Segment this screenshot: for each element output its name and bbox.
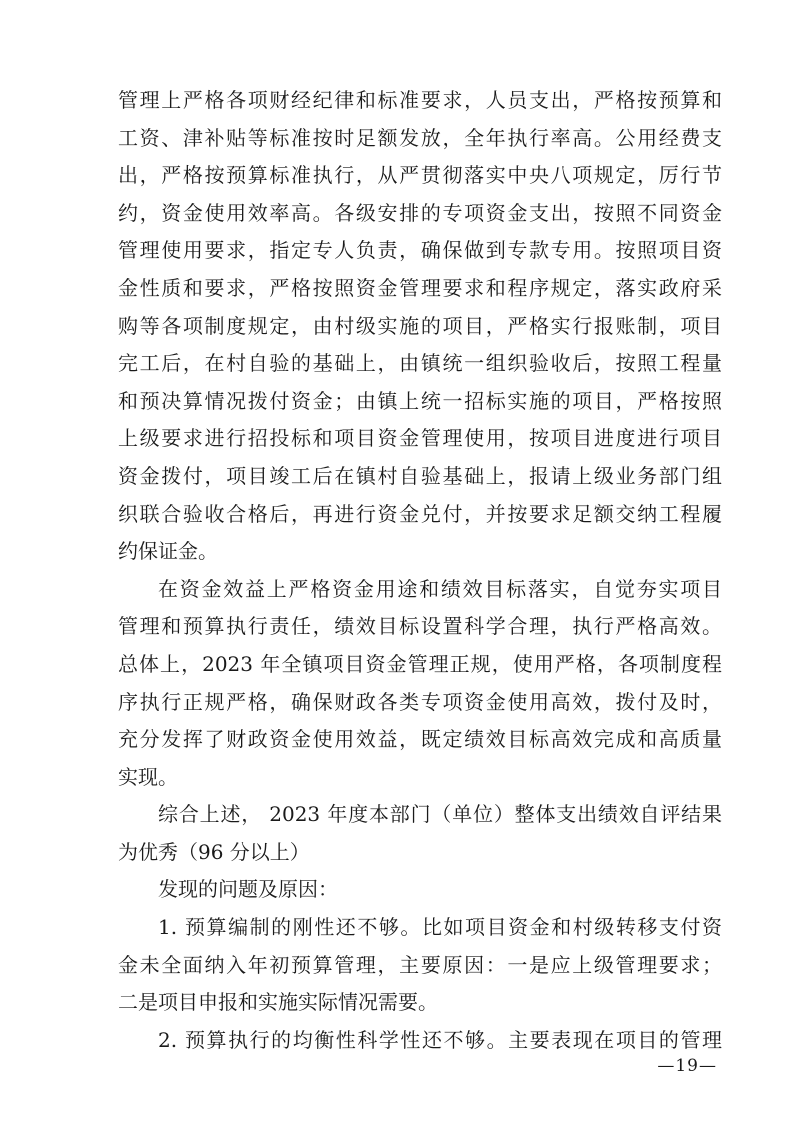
text-line: 二是项目申报和实施实际情况需要。 [118,990,438,1015]
text-line: 管理使用要求，指定专人负责，确保做到专款专用。按照项目资 [118,238,722,263]
text-line: 完工后，在村自验的基础上，由镇统一组织验收后，按照工程量 [118,351,722,376]
text-line: 约保证金。 [118,539,218,564]
text-line: 上级要求进行招投标和项目资金管理使用，按项目进度进行项目 [118,426,722,451]
paragraph-first-line: 综合上述， 2023 年度本部门（单位）整体支出绩效自评结果 [158,802,722,827]
text-line: 序执行正规严格，确保财政各类专项资金使用高效，拨付及时， [118,689,722,714]
text-line: 金未全面纳入年初预算管理，主要原因：一是应上级管理要求； [118,952,722,977]
list-item-first-line: 2. 预算执行的均衡性科学性还不够。主要表现在项目的管理 [158,1027,722,1052]
text-line: 资金拨付，项目竣工后在镇村自验基础上，报请上级业务部门组 [118,463,722,488]
text-line: 出，严格按预算标准执行，从严贯彻落实中央八项规定，厉行节 [118,163,722,188]
text-line: 约，资金使用效率高。各级安排的专项资金支出，按照不同资金 [118,200,722,225]
text-line: 充分发挥了财政资金使用效益，既定绩效目标高效完成和高质量 [118,727,722,752]
text-line: 工资、津补贴等标准按时足额发放，全年执行率高。公用经费支 [118,125,722,150]
text-line: 为优秀（96 分以上） [118,839,310,864]
list-item-first-line: 1. 预算编制的刚性还不够。比如项目资金和村级转移支付资 [158,915,722,940]
paragraph-first-line: 在资金效益上严格资金用途和绩效目标落实，自觉夯实项目 [158,576,722,601]
text-line: 实现。 [118,764,178,789]
text-line: 金性质和要求，严格按照资金管理要求和程序规定，落实政府采 [118,275,722,300]
page-number: —19— [657,1056,717,1076]
text-line: 织联合验收合格后，再进行资金兑付，并按要求足额交纳工程履 [118,501,722,526]
text-line: 管理上严格各项财经纪律和标准要求，人员支出，严格按预算和 [118,88,722,112]
text-line: 总体上，2023 年全镇项目资金管理正规，使用严格，各项制度程 [118,651,722,676]
text-line: 购等各项制度规定，由村级实施的项目，严格实行报账制，项目 [118,313,722,338]
text-line: 和预决算情况拨付资金；由镇上统一招标实施的项目，严格按照 [118,388,722,413]
body-text [118,82,722,1059]
section-heading: 发现的问题及原因： [158,877,338,902]
text-line: 管理和预算执行责任，绩效目标设置科学合理，执行严格高效。 [118,614,722,639]
